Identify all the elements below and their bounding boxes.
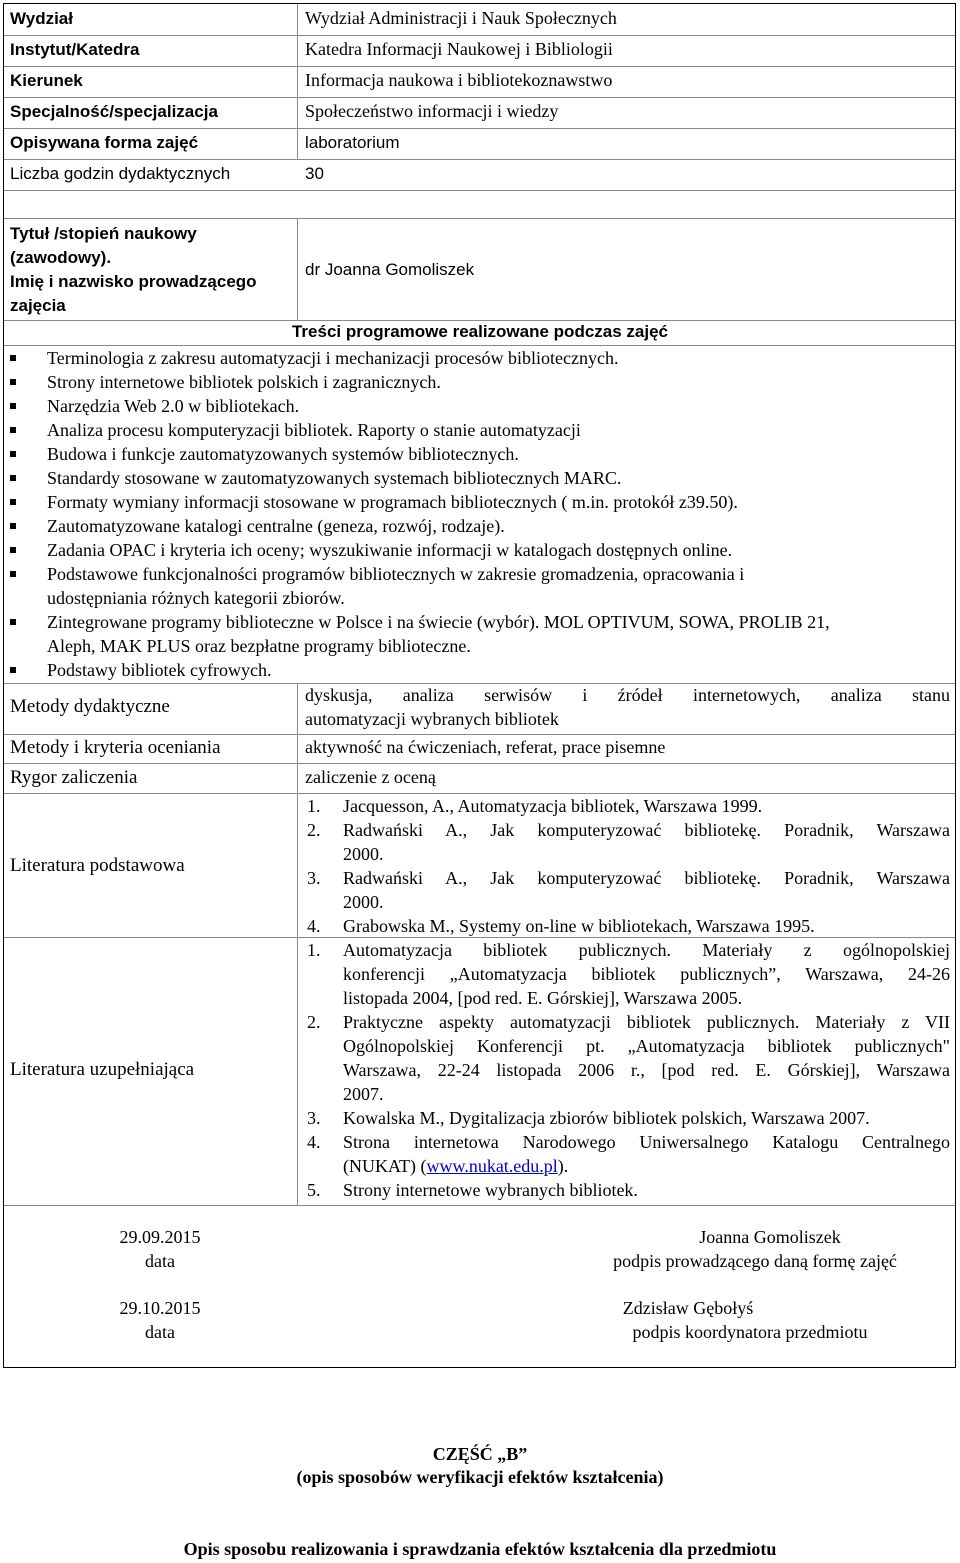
content-list-item-text: Strony internetowe bibliotek polskich i zagranicznych. <box>47 372 441 392</box>
lit-item-number: 2. <box>307 1012 321 1032</box>
lit-item-line: 2000. <box>343 892 384 912</box>
row-divider <box>4 320 955 321</box>
faculty-value: Wydział Administracji i Nauk Społecznych <box>305 8 617 28</box>
content-list-item-text: Budowa i funkcje zautomatyzowanych systemów bibliotecznych. <box>47 444 519 464</box>
signature-caption: podpis koordynatora przedmiotu <box>632 1322 868 1342</box>
lit-item-line: Praktyczne aspekty automatyzacji bibliotek publicznych. Materiały z VII <box>343 1012 950 1032</box>
bullet-square-icon <box>10 379 16 385</box>
content-list-item <box>47 540 732 564</box>
bullet-square-icon <box>10 619 16 625</box>
content-list-item-text: Standardy stosowane w zautomatyzowanych systemach bibliotecznych MARC. <box>47 468 622 488</box>
instructor-label-line: Imię i nazwisko prowadzącego <box>10 272 257 291</box>
content-list-item <box>47 468 621 492</box>
signature-date-caption: data <box>145 1251 175 1271</box>
lit-item-line: Jacquesson, A., Automatyzacja bibliotek, Warszawa 1999. <box>343 796 763 816</box>
lit-item-line: Strona internetowa Narodowego Uniwersalnego Katalogu Centralnego <box>343 1132 950 1152</box>
assessment-value: aktywność na ćwiczeniach, referat, prace pisemne <box>305 737 666 757</box>
class-form-value: laboratorium <box>305 133 400 152</box>
signature-date: 29.09.2015 <box>119 1227 201 1247</box>
lit-item-number: 3. <box>307 868 321 888</box>
content-list-item-text: Aleph, MAK PLUS oraz bezpłatne programy biblioteczne. <box>47 636 471 656</box>
signature-name: Joanna Gomoliszek <box>699 1227 841 1247</box>
lit-item-number: 5. <box>307 1180 321 1200</box>
part-b-subtitle: (opis sposobów weryfikacji efektów kształcenia) <box>296 1467 664 1487</box>
institute-label: Instytut/Katedra <box>10 40 140 59</box>
passing-label: Rygor zaliczenia <box>10 767 138 788</box>
bullet-square-icon <box>10 547 16 553</box>
content-list-item-text: Zadania OPAC i kryteria ich oceny; wyszukiwanie informacji w katalogach dostępnych online. <box>47 540 733 560</box>
lit-item-line: Radwański A., Jak komputeryzować bibliotekę. Poradnik, Warszawa <box>343 820 950 840</box>
methods-line: automatyzacji wybranych bibliotek <box>305 709 559 729</box>
column-divider <box>297 684 298 1205</box>
content-list-item <box>47 564 744 612</box>
row-divider <box>4 66 955 67</box>
lit-extra-label: Literatura uzupełniająca <box>10 1059 195 1080</box>
lit-item-line: 2007. <box>343 1084 384 1104</box>
lit-item-number: 1. <box>307 796 321 816</box>
lit-basic-label: Literatura podstawowa <box>10 855 185 876</box>
bullet-square-icon <box>10 451 16 457</box>
content-list-item-text: Podstawy bibliotek cyfrowych. <box>47 660 272 680</box>
lit-item-line: Radwański A., Jak komputeryzować bibliotekę. Poradnik, Warszawa <box>343 868 950 888</box>
part-b-title: CZĘŚĆ „B” <box>432 1444 528 1464</box>
lit-item-line: konferencji „Automatyzacja bibliotek publicznych”, Warszawa, 24-26 <box>343 964 950 984</box>
instructor-label-line: Tytuł /stopień naukowy <box>10 224 197 243</box>
content-list-item <box>47 516 505 540</box>
column-divider <box>297 219 298 320</box>
lit-item-line: Ogólnopolskiej Konferencji pt. „Automatyzacja bibliotek publicznych" <box>343 1036 950 1056</box>
bullet-square-icon <box>10 571 16 577</box>
lit-item-line: listopada 2004, [pod red. E. Górskiej], Warszawa 2005. <box>343 988 743 1008</box>
content-list-item-text: Podstawowe funkcjonalności programów bibliotecznych w zakresie gromadzenia, opracowania i <box>47 564 745 584</box>
signature-name: Zdzisław Gębołyś <box>622 1298 754 1318</box>
field-value: Informacja naukowa i bibliotekoznawstwo <box>305 70 613 90</box>
institute-value: Katedra Informacji Naukowej i Bibliologii <box>305 39 613 59</box>
assessment-label: Metody i kryteria oceniania <box>10 737 221 758</box>
bullet-square-icon <box>10 523 16 529</box>
lit-item-number: 4. <box>307 1132 321 1152</box>
row-divider <box>4 35 955 36</box>
content-list-item-text: udostępniania różnych kategorii zbiorów. <box>47 588 345 608</box>
nukat-link[interactable]: www.nukat.edu.pl <box>426 1156 558 1176</box>
bullet-square-icon <box>10 427 16 433</box>
field-label: Kierunek <box>10 71 83 90</box>
methods-label: Metody dydaktyczne <box>10 696 170 717</box>
signature-date-caption: data <box>145 1322 175 1342</box>
content-list-item <box>47 444 519 468</box>
signature-caption: podpis prowadzącego daną formę zajęć <box>613 1251 897 1271</box>
row-divider <box>4 763 955 764</box>
instructor-name: dr Joanna Gomoliszek <box>305 260 475 279</box>
content-list-item-text: Zautomatyzowane katalogi centralne (geneza, rozwój, rodzaje). <box>47 516 505 536</box>
lit-item-line: Grabowska M., Systemy on-line w bibliotekach, Warszawa 1995. <box>343 916 815 936</box>
lit-item-number: 3. <box>307 1108 321 1128</box>
row-divider <box>4 190 955 191</box>
bullet-square-icon <box>10 499 16 505</box>
class-form-label: Opisywana forma zajęć <box>10 133 199 152</box>
lit-item-line: Automatyzacja bibliotek publicznych. Materiały z ogólnopolskiej <box>343 940 950 960</box>
content-list-item <box>47 420 581 444</box>
content-list-item-text: Terminologia z zakresu automatyzacji i mechanizacji procesów bibliotecznych. <box>47 348 619 368</box>
lit-item-line: Warszawa, 22-24 listopada 2006 r., [pod red. E. Górskiej], Warszawa <box>343 1060 950 1080</box>
lit-item-number: 4. <box>307 916 321 936</box>
row-divider <box>4 128 955 129</box>
content-list-item <box>47 660 271 684</box>
content-list-item <box>47 612 830 660</box>
content-list-item <box>47 396 299 420</box>
specialization-label: Specjalność/specjalizacja <box>10 102 218 121</box>
content-list-item <box>47 492 738 516</box>
bullet-square-icon <box>10 403 16 409</box>
content-list-item <box>47 372 441 396</box>
lit-item-line: (NUKAT) (www.nukat.edu.pl). <box>343 1156 569 1176</box>
methods-line: dyskusja, analiza serwisów i źródeł internetowych, analiza stanu <box>305 685 950 705</box>
row-divider <box>4 97 955 98</box>
instructor-label-line: zajęcia <box>10 296 66 315</box>
bullet-square-icon <box>10 475 16 481</box>
column-divider <box>297 4 298 159</box>
lit-item-number: 2. <box>307 820 321 840</box>
bullet-square-icon <box>10 355 16 361</box>
row-divider <box>4 734 955 735</box>
row-divider <box>4 345 955 346</box>
lit-item-line: 2000. <box>343 844 384 864</box>
specialization-value: Społeczeństwo informacji i wiedzy <box>305 101 559 121</box>
instructor-label-line: (zawodowy). <box>10 248 112 267</box>
lit-item-line: Kowalska M., Dygitalizacja zbiorów bibliotek polskich, Warszawa 2007. <box>343 1108 870 1128</box>
row-divider <box>4 159 955 160</box>
bullet-square-icon <box>10 667 16 673</box>
hours-label: Liczba godzin dydaktycznych <box>10 164 231 183</box>
content-heading: Treści programowe realizowane podczas zajęć <box>291 322 669 341</box>
content-list-item <box>47 348 619 372</box>
content-list-item-text: Analiza procesu komputeryzacji bibliotek. Raporty o stanie automatyzacji <box>47 420 581 440</box>
row-divider <box>4 937 955 938</box>
row-divider <box>4 1205 955 1206</box>
lit-item-line: Strony internetowe wybranych bibliotek. <box>343 1180 638 1200</box>
part-b-footer-heading: Opis sposobu realizowania i sprawdzania efektów kształcenia dla przedmiotu <box>183 1539 777 1559</box>
lit-item-number: 1. <box>307 940 321 960</box>
row-divider <box>4 793 955 794</box>
signature-date: 29.10.2015 <box>119 1298 201 1318</box>
row-divider <box>4 218 955 219</box>
content-list-item-text: Narzędzia Web 2.0 w bibliotekach. <box>47 396 300 416</box>
passing-value: zaliczenie z oceną <box>305 767 436 787</box>
content-list-item-text: Formaty wymiany informacji stosowane w programach bibliotecznych ( m.in. protokół z39.50). <box>47 492 738 512</box>
hours-value: 30 <box>305 164 324 183</box>
faculty-label: Wydział <box>10 9 73 28</box>
content-list-item-text: Zintegrowane programy biblioteczne w Polsce i na świecie (wybór). MOL OPTIVUM, SOWA, PROLIB 21, <box>47 612 830 632</box>
